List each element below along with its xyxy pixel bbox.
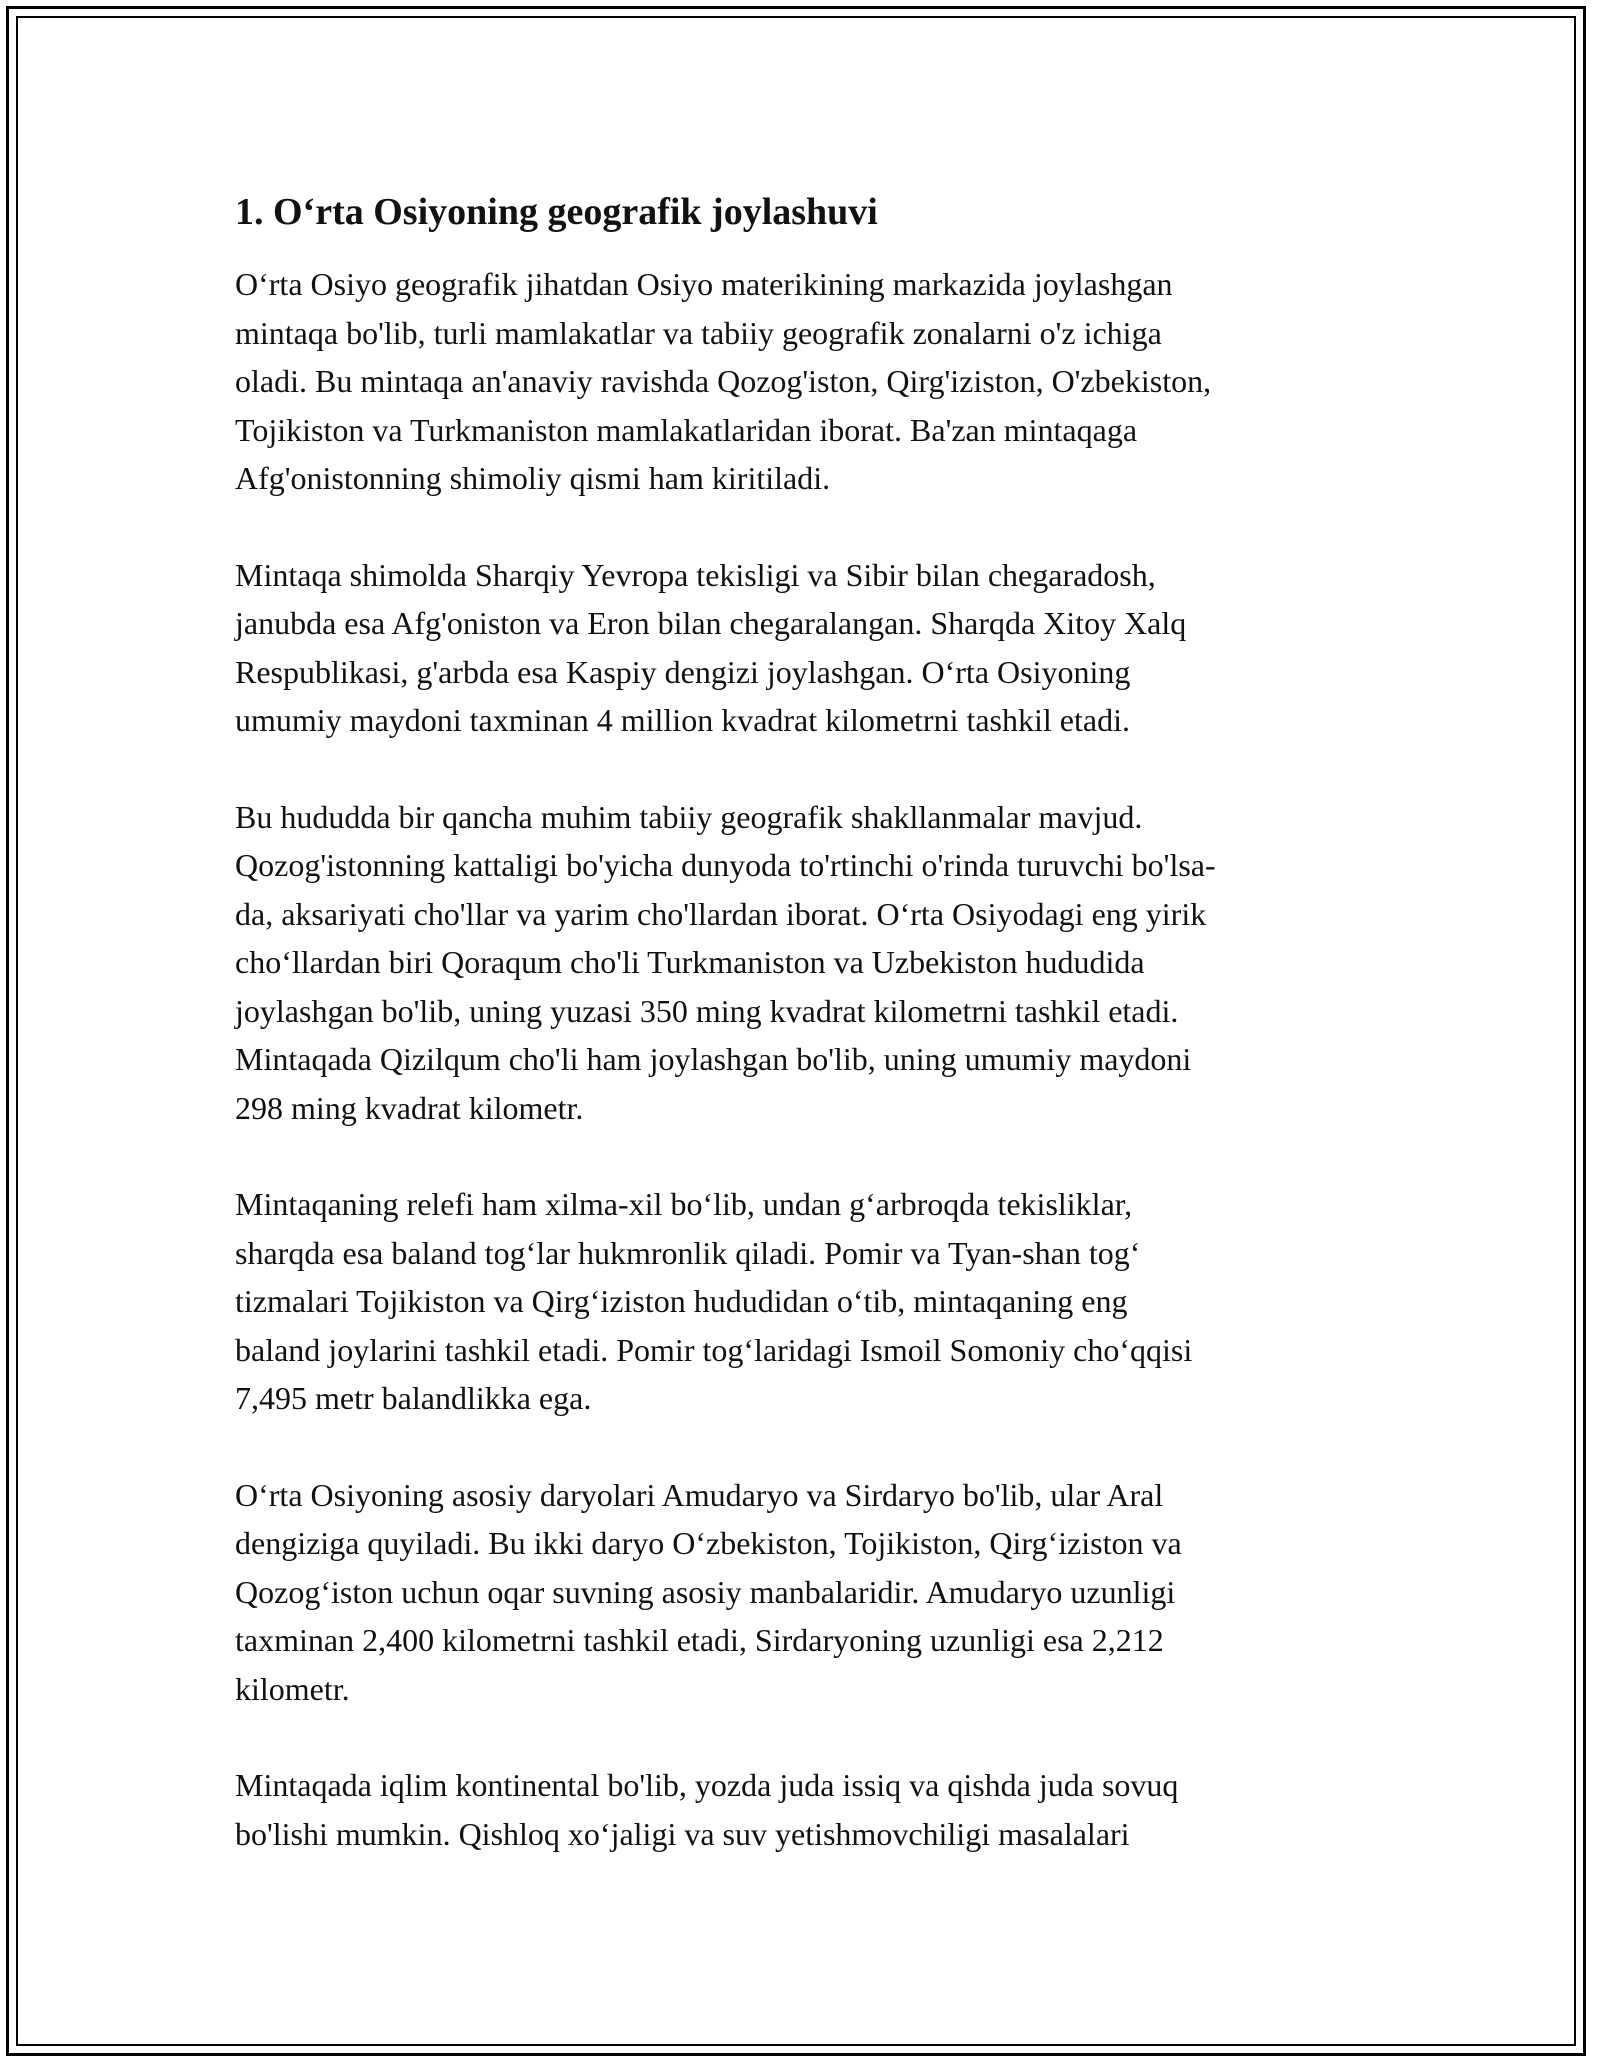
paragraph-relief: Mintaqaning relefi ham xilma-xil bo‘lib, undan g‘arbroqda tekisliklar, sharqda esa baland tog‘lar hukmronlik qiladi. Pomir va Tyan-shan tog‘ tizmalari Tojikiston va Qirg‘iziston hududidan o‘tib, mintaqaning eng baland joylarini tashkil etadi. Pomir tog‘laridagi Ismoil Somoniy cho‘qqisi 7,495 metr balandlikka ega.	[235, 1186, 1193, 1416]
paragraph-deserts: Bu hududda bir qancha muhim tabiiy geografik shakllanmalar mavjud. Qozog'istonning kattaligi bo'yicha dunyoda to'rtinchi o'rinda turuvchi bo'lsa- da, aksariyati cho'llar va yarim cho'llardan iborat. O‘rta Osiyodagi eng yirik cho‘llardan biri Qoraqum cho'li Turkmaniston va Uzbekiston hududida joylashgan bo'lib, uning yuzasi 350 ming kvadrat kilometrni tashkil etadi. Mintaqada Qizilqum cho'li ham joylashgan bo'lib, uning umumiy maydoni 298 ming kvadrat kilometr.	[235, 798, 1216, 1126]
paragraph-rivers: O‘rta Osiyoning asosiy daryolari Amudaryo va Sirdaryo bo'lib, ular Aral dengiziga quyiladi. Bu ikki daryo O‘zbekiston, Tojikiston, Qirg‘iziston va Qozog‘iston uchun oqar suvning asosiy manbalaridir. Amudaryo uzunligi taxminan 2,400 kilometrni tashkil etadi, Sirdaryoning uzunligi esa 2,212 kilometr.	[235, 1476, 1182, 1707]
paragraph-borders: Mintaqa shimolda Sharqiy Yevropa tekisligi va Sibir bilan chegaradosh, janubda esa Afg'oniston va Eron bilan chegaralangan. Sharqda Xitoy Xalq Respublikasi, g'arbda esa Kaspiy dengizi joylashgan. O‘rta Osiyoning umumiy maydoni taxminan 4 million kvadrat kilometrni tashkil etadi.	[235, 556, 1187, 738]
paragraph-location: O‘rta Osiyo geografik jihatdan Osiyo materikining markazida joylashgan mintaqa bo'lib, turli mamlakatlar va tabiiy geografik zonalarni o'z ichiga oladi. Bu mintaqa an'anaviy ravishda Qozog'iston, Qirg'iziston, O'zbekiston, Tojikiston va Turkmaniston mamlakatlaridan iborat. Ba'zan mintaqaga Afg'onistonning shimoliy qismi ham kiritiladi.	[235, 266, 1212, 496]
document-body	[235, 188, 1365, 1858]
section-heading: 1. O‘rta Osiyoning geografik joylashuvi	[235, 191, 878, 233]
paragraph-climate: Mintaqada iqlim kontinental bo'lib, yozda juda issiq va qishda juda sovuq bo'lishi mumkin. Qishloq xo‘jaligi va suv yetishmovchiligi masalalari	[235, 1767, 1179, 1852]
